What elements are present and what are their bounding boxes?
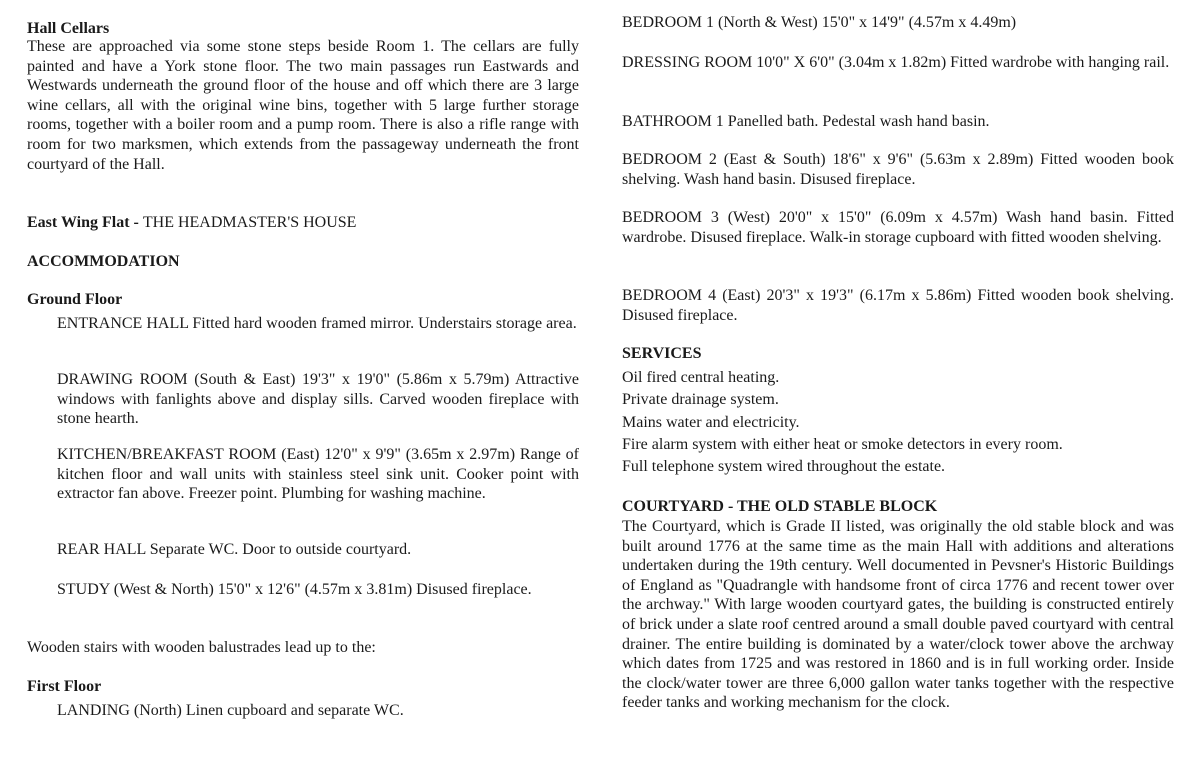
room-bedroom-3: BEDROOM 3 (West) 20'0" x 15'0" (6.09m x 4.57m) Wash hand basin. Fitted wardrobe. Disused fireplace. Walk-in storage cupboard with fitted wooden shelving. xyxy=(622,209,1174,246)
room-rear-hall: REAR HALL Separate WC. Door to outside courtyard. xyxy=(57,541,412,558)
east-wing-heading xyxy=(27,213,579,233)
services-item: Mains water and electricity. xyxy=(622,413,800,431)
services-item: Fire alarm system with either heat or smoke detectors in every room. xyxy=(622,435,1063,453)
first-floor-heading: First Floor xyxy=(27,678,102,695)
room-entrance-hall: ENTRANCE HALL Fitted hard wooden framed mirror. Understairs storage area. xyxy=(57,315,577,332)
stairs-text: Wooden stairs with wooden balustrades lead up to the: xyxy=(27,639,376,656)
room-study: STUDY (West & North) 15'0" x 12'6" (4.57m x 3.81m) Disused fireplace. xyxy=(57,581,532,598)
room-bedroom-1: BEDROOM 1 (North & West) 15'0" x 14'9" (4.57m x 4.49m) xyxy=(622,14,1017,31)
courtyard-body: The Courtyard, which is Grade II listed, was originally the old stable block and was built around 1776 at the same time as the main Hall with additions and alterations undertaken during the 19th century. Well documented in Pevsner's Historic Buildings of England as "Quadrangle with handsome front of circa 1776 and recent tower over the archway." With large wooden courtyard gates, the building is constructed entirely of brick under a slate roof centred around a small double paved courtyard with central drainer. The entire building is dominated by a water/clock tower above the archway which dates from 1725 and was restored in 1860 and is in full working order. Inside the clock/water tower are three 6,000 gallon water tanks together with the respective feeder tanks and working mechanism for the clock. xyxy=(622,518,1174,712)
accommodation-heading: ACCOMMODATION xyxy=(27,253,180,270)
east-wing-label: East Wing Flat - xyxy=(27,214,143,231)
hall-cellars-heading: Hall Cellars xyxy=(27,20,110,37)
room-bathroom-1: BATHROOM 1 Panelled bath. Pedestal wash hand basin. xyxy=(622,113,990,130)
room-drawing-room: DRAWING ROOM (South & East) 19'3" x 19'0" (5.86m x 5.79m) Attractive windows with fanlights above and display sills. Carved wooden fireplace with stone hearth. xyxy=(57,371,579,428)
room-bedroom-2: BEDROOM 2 (East & South) 18'6" x 9'6" (5.63m x 2.89m) Fitted wooden book shelving. Wash hand basin. Disused fireplace. xyxy=(622,151,1174,188)
room-bedroom-4: BEDROOM 4 (East) 20'3" x 19'3" (6.17m x 5.86m) Fitted wooden book shelving. Disused fireplace. xyxy=(622,287,1174,324)
room-dressing-room: DRESSING ROOM 10'0" X 6'0" (3.04m x 1.82m) Fitted wardrobe with hanging rail. xyxy=(622,54,1170,71)
services-item: Oil fired central heating. xyxy=(622,369,780,386)
east-wing-title: THE HEADMASTER'S HOUSE xyxy=(142,214,357,231)
services-item: Full telephone system wired throughout the estate. xyxy=(622,458,946,476)
hall-cellars-body: These are approached via some stone steps beside Room 1. The cellars are fully painted and have a York stone floor. The two main passages run Eastwards and Westwards underneath the ground floor of the house and off which there are 3 large wine cellars, all with the original wine bins, together with 5 large further storage rooms, together with a boiler room and a pump room. There is also a rifle range with room for two marksmen, which extends from the passageway underneath the front courtyard of the Hall. xyxy=(27,38,579,173)
ground-floor-heading: Ground Floor xyxy=(27,291,123,308)
services-heading: SERVICES xyxy=(622,345,702,362)
services-item: Private drainage system. xyxy=(622,391,779,409)
services-list xyxy=(622,367,1174,478)
room-landing: LANDING (North) Linen cupboard and separate WC. xyxy=(57,702,404,719)
courtyard-heading: COURTYARD - THE OLD STABLE BLOCK xyxy=(622,498,938,515)
room-kitchen: KITCHEN/BREAKFAST ROOM (East) 12'0" x 9'9" (3.65m x 2.97m) Range of kitchen floor and wall units with stainless steel sink unit. Cooker point with extractor fan above. Freezer point. Plumbing for washing machine. xyxy=(57,446,579,503)
